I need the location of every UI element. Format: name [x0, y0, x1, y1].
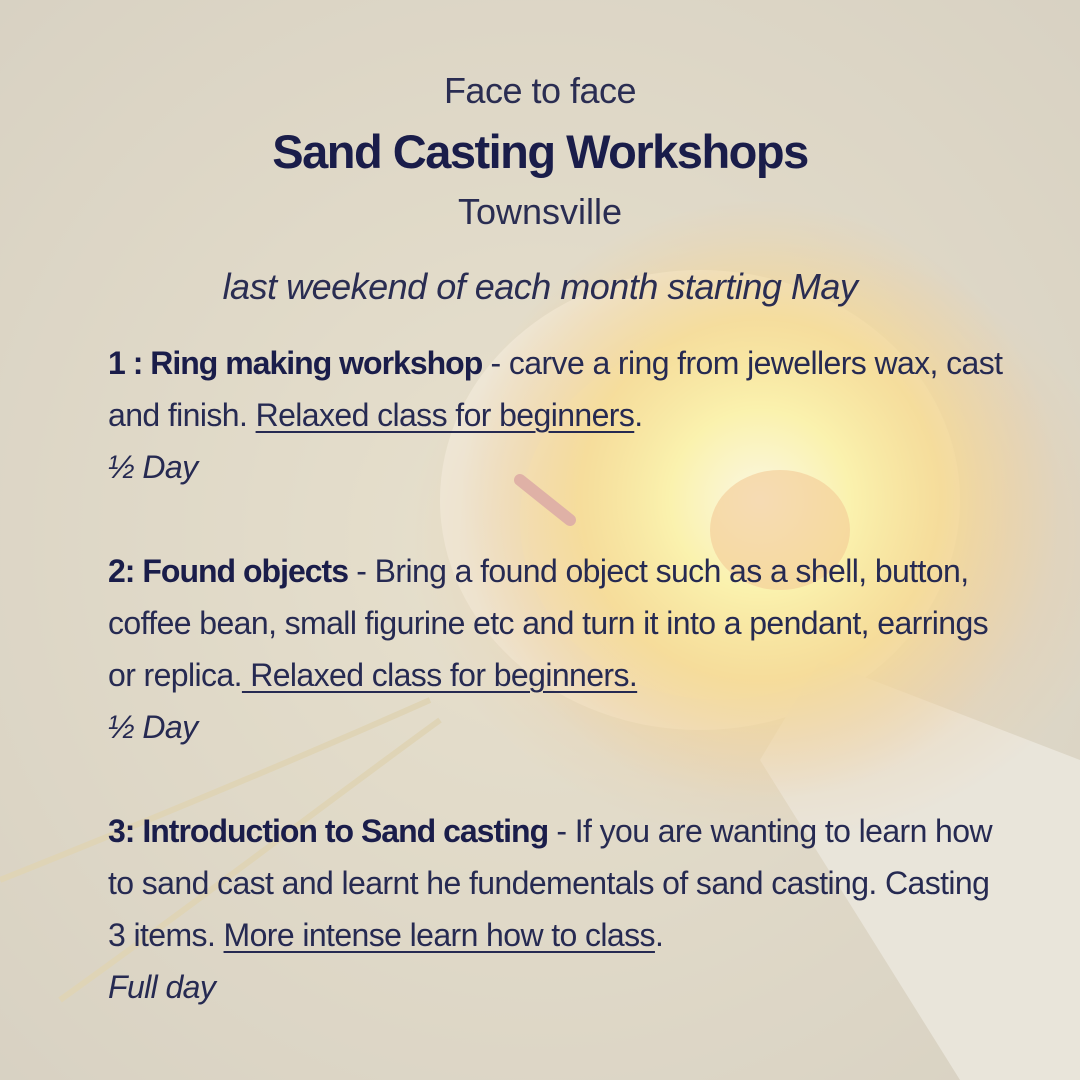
workshop-ring-making	[108, 337, 1008, 493]
workshop-description: - Bring a found object such as a shell, button, coffee bean, small figurine etc and turn it into a pendant, earrings or replica.	[108, 553, 989, 693]
workshop-level-link[interactable]: More intense learn how to class	[223, 917, 655, 953]
overline-text: Face to face	[443, 70, 637, 111]
page-title: Sand Casting Workshops	[272, 125, 808, 178]
workshop-name: 3: Introduction to Sand casting	[108, 813, 549, 849]
workshop-intro-sand-casting	[108, 805, 1008, 1013]
workshop-name: 2: Found objects	[108, 553, 348, 589]
workshop-description-end: .	[654, 917, 664, 953]
workshop-duration: Full day	[108, 969, 216, 1005]
workshop-description: - carve a ring from jewellers wax, cast and finish.	[108, 345, 1003, 433]
schedule-text: last weekend of each month starting May	[222, 266, 858, 307]
workshop-level-link[interactable]: Relaxed class for beginners.	[241, 657, 638, 693]
workshop-duration: ½ Day	[108, 449, 198, 485]
workshop-description: - If you are wanting to learn how to sand cast and learnt he fundementals of sand casting. Casting 3 items.	[108, 813, 992, 953]
workshop-name: 1 : Ring making workshop	[108, 345, 483, 381]
workshop-found-objects	[108, 545, 1008, 753]
workshop-duration: ½ Day	[108, 709, 198, 745]
workshop-level-link[interactable]: Relaxed class for beginners	[255, 397, 635, 433]
location-text: Townsville	[457, 191, 623, 232]
workshop-description-end: .	[634, 397, 643, 433]
